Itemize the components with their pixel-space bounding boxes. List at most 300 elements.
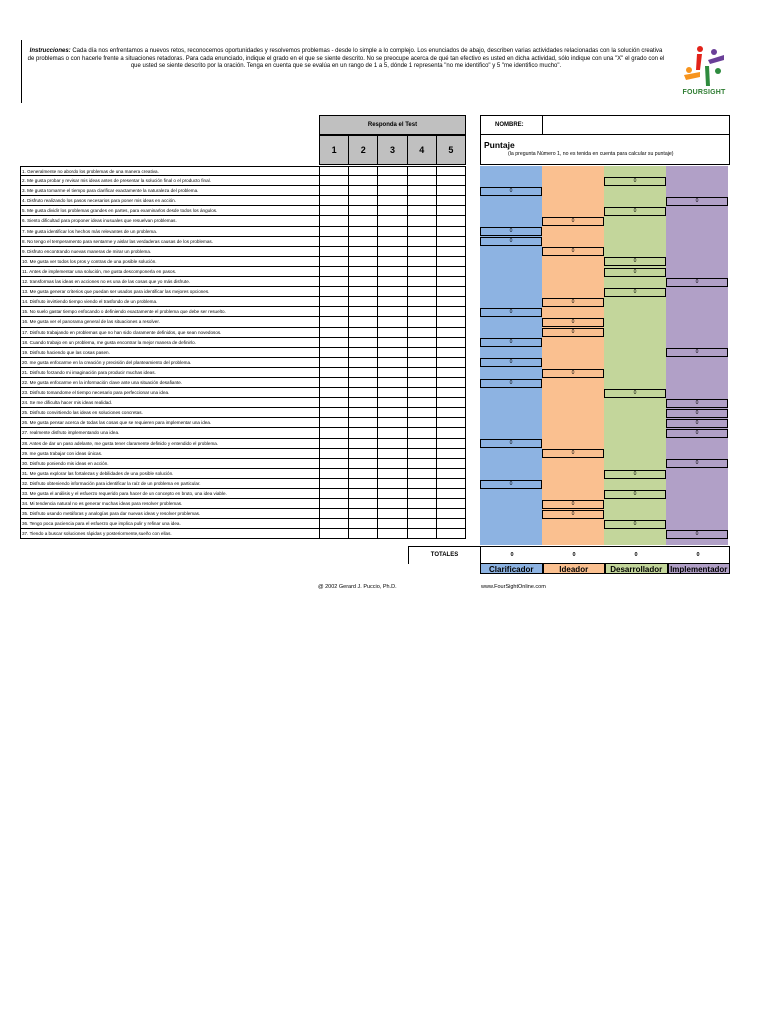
score-cell: 0: [480, 308, 542, 317]
score-cell: 0: [542, 449, 604, 458]
rating-cell[interactable]: [377, 499, 406, 509]
rating-row: [319, 499, 466, 509]
statement-row: 19. Disfruto haciendo que las cosas pasen.: [20, 348, 319, 358]
statement-row: 2. Me gusta probar y revisar mis ideas antes de presentar la solución final o el producto final.: [20, 176, 319, 186]
score-cell: 0: [604, 470, 666, 479]
score-cell: 0: [604, 257, 666, 266]
statement-row: 14. Disfruto invirtiendo tiempo viendo el trasfondo de un problema.: [20, 297, 319, 307]
score-cell: 0: [542, 369, 604, 378]
score-cell: 0: [604, 288, 666, 297]
rating-cell[interactable]: [407, 216, 436, 226]
rating-row: [319, 227, 466, 237]
rating-cell[interactable]: [348, 196, 377, 206]
rating-row: [319, 519, 466, 529]
rating-cell[interactable]: [436, 449, 466, 459]
rating-cell[interactable]: [407, 206, 436, 216]
rating-cell[interactable]: [436, 206, 466, 216]
rating-cell[interactable]: [319, 287, 348, 297]
rating-cell[interactable]: [348, 257, 377, 267]
rating-cell[interactable]: [348, 529, 377, 539]
rating-cell[interactable]: [377, 428, 406, 438]
rating-cell[interactable]: [348, 428, 377, 438]
rating-cell[interactable]: [377, 186, 406, 196]
statement-row: 35. Disfruto usando metáforas y analogías para dar nuevas ideas y resolver problemas.: [20, 509, 319, 519]
rating-cell[interactable]: [436, 297, 466, 307]
rating-cell[interactable]: [436, 348, 466, 358]
rating-cell[interactable]: [377, 206, 406, 216]
logo-wordmark: [678, 89, 730, 96]
rating-cell[interactable]: [348, 297, 377, 307]
totals-row: [480, 546, 730, 564]
rating-row: [319, 328, 466, 338]
statement-row: 31. Me gusta explorar las fortalezas y debilidades de una posible solución.: [20, 469, 319, 479]
rating-cell[interactable]: [319, 509, 348, 519]
score-cell: 0: [666, 348, 728, 357]
statement-row: 30. Disfruto poniendo mis ideas en acción.: [20, 459, 319, 469]
rating-cell[interactable]: [407, 509, 436, 519]
rating-cell[interactable]: [319, 166, 348, 176]
rating-cell[interactable]: [348, 166, 377, 176]
rating-header: Responda el Test: [319, 115, 466, 135]
score-cell: 0: [604, 177, 666, 186]
rating-cell[interactable]: [407, 166, 436, 176]
rating-cell[interactable]: [436, 418, 466, 428]
rating-row: [319, 439, 466, 449]
rating-row: [319, 338, 466, 348]
rating-cell[interactable]: [377, 297, 406, 307]
rating-cell[interactable]: [319, 348, 348, 358]
rating-cell[interactable]: [319, 216, 348, 226]
score-cell: 0: [542, 500, 604, 509]
rating-cell[interactable]: [436, 227, 466, 237]
rating-row: [319, 307, 466, 317]
rating-cell[interactable]: [348, 307, 377, 317]
rating-cell[interactable]: [348, 469, 377, 479]
rating-cell[interactable]: [377, 348, 406, 358]
rating-cell[interactable]: [377, 418, 406, 428]
rating-cell[interactable]: [407, 459, 436, 469]
rating-cell[interactable]: [348, 378, 377, 388]
rating-scale: [319, 135, 466, 165]
rating-cell[interactable]: [436, 247, 466, 257]
rating-cell[interactable]: [348, 398, 377, 408]
rating-cell[interactable]: [319, 227, 348, 237]
rating-cell[interactable]: [407, 196, 436, 206]
rating-cell[interactable]: [377, 196, 406, 206]
rating-cell[interactable]: [407, 428, 436, 438]
rating-cell[interactable]: [377, 166, 406, 176]
statement-row: 33. Me gusta el análisis y el esfuerzo requerido para hacer de un concepto en bruto, una idea viable.: [20, 489, 319, 499]
statement-row: 13. Me gusta generar criterios que puedan ser usados para identificar las mejores opciones.: [20, 287, 319, 297]
score-cell: 0: [542, 298, 604, 307]
label-implementador: Implementador: [668, 563, 731, 574]
rating-cell[interactable]: [319, 499, 348, 509]
rating-cell[interactable]: [348, 206, 377, 216]
total-ideador: 0: [572, 552, 576, 558]
score-cell: 0: [666, 530, 728, 539]
logo-text: FOURSIGHT: [682, 89, 726, 96]
rating-row: [319, 408, 466, 418]
rating-grid: [319, 166, 466, 539]
rating-cell[interactable]: [377, 408, 406, 418]
scale-2: 2: [348, 136, 377, 164]
rating-cell[interactable]: [319, 176, 348, 186]
rating-cell[interactable]: [319, 328, 348, 338]
score-cell: 0: [666, 399, 728, 408]
rating-cell[interactable]: [407, 297, 436, 307]
rating-cell[interactable]: [436, 176, 466, 186]
rating-row: [319, 428, 466, 438]
rating-cell[interactable]: [407, 328, 436, 338]
rating-cell[interactable]: [407, 529, 436, 539]
rating-row: [319, 529, 466, 539]
profile-labels: [480, 563, 730, 574]
score-cell: 0: [480, 379, 542, 388]
rating-cell[interactable]: [407, 398, 436, 408]
rating-cell[interactable]: [436, 277, 466, 287]
total-clarificador: 0: [510, 552, 514, 558]
label-ideador: Ideador: [543, 563, 606, 574]
rating-cell[interactable]: [436, 459, 466, 469]
rating-cell[interactable]: [348, 317, 377, 327]
score-cell: 0: [480, 358, 542, 367]
statement-row: 12. transformas las ideas en acciones no es una de las cosas que yo más disfrute.: [20, 277, 319, 287]
rating-cell[interactable]: [319, 378, 348, 388]
rating-cell[interactable]: [348, 237, 377, 247]
rating-cell[interactable]: [348, 328, 377, 338]
rating-cell[interactable]: [319, 317, 348, 327]
rating-cell[interactable]: [377, 317, 406, 327]
rating-cell[interactable]: [407, 489, 436, 499]
rating-cell[interactable]: [436, 378, 466, 388]
statement-row: 15. No suelo gastar tiempo enfocando o definiendo exactamente el problema que debe ser resuelto.: [20, 307, 319, 317]
score-cell: 0: [666, 429, 728, 438]
rating-cell[interactable]: [436, 257, 466, 267]
rating-cell[interactable]: [436, 287, 466, 297]
rating-cell[interactable]: [436, 529, 466, 539]
rating-cell[interactable]: [348, 186, 377, 196]
rating-cell[interactable]: [319, 479, 348, 489]
rating-cell[interactable]: [377, 519, 406, 529]
rating-cell[interactable]: [377, 469, 406, 479]
statement-row: 28. Antes de dar un paso adelante, me gusta tener claramente definido y entendido el problema.: [20, 439, 319, 449]
rating-cell[interactable]: [377, 489, 406, 499]
rating-cell[interactable]: [407, 358, 436, 368]
score-title: Puntaje: [484, 140, 515, 150]
rating-cell[interactable]: [407, 449, 436, 459]
rating-cell[interactable]: [377, 368, 406, 378]
rating-cell[interactable]: [436, 196, 466, 206]
rating-cell[interactable]: [407, 348, 436, 358]
name-field[interactable]: [543, 116, 729, 134]
rating-cell[interactable]: [436, 428, 466, 438]
rating-cell[interactable]: [407, 307, 436, 317]
rating-row: [319, 358, 466, 368]
rating-cell[interactable]: [436, 338, 466, 348]
label-desarrollador: Desarrollador: [605, 563, 668, 574]
rating-cell[interactable]: [436, 408, 466, 418]
score-cell: 0: [542, 217, 604, 226]
rating-cell[interactable]: [377, 287, 406, 297]
margin-rule: [21, 40, 22, 103]
rating-cell[interactable]: [348, 519, 377, 529]
rating-cell[interactable]: [319, 418, 348, 428]
rating-cell[interactable]: [348, 216, 377, 226]
instructions-lead: Instrucciones:: [29, 48, 71, 54]
statement-row: 4. Disfruto realizando los pasos necesarios para poner mis ideas en acción.: [20, 196, 319, 206]
statement-row: 29. me gusta trabajar con ideas únicas.: [20, 449, 319, 459]
statement-row: 11. Antes de implementar una solución, me gusta descomponerla en pasos.: [20, 267, 319, 277]
rating-cell[interactable]: [377, 338, 406, 348]
rating-cell[interactable]: [319, 237, 348, 247]
statement-row: 18. Cuando trabajo en un problema, me gusta encontrar la mejor manera de definirlo.: [20, 338, 319, 348]
rating-cell[interactable]: [377, 237, 406, 247]
rating-cell[interactable]: [377, 439, 406, 449]
rating-cell[interactable]: [436, 489, 466, 499]
rating-cell[interactable]: [348, 358, 377, 368]
rating-cell[interactable]: [348, 247, 377, 257]
rating-cell[interactable]: [348, 227, 377, 237]
rating-cell[interactable]: [348, 449, 377, 459]
rating-cell[interactable]: [377, 509, 406, 519]
rating-row: [319, 297, 466, 307]
rating-cell[interactable]: [436, 519, 466, 529]
rating-cell[interactable]: [407, 439, 436, 449]
rating-cell[interactable]: [348, 439, 377, 449]
rating-cell[interactable]: [407, 227, 436, 237]
rating-row: [319, 368, 466, 378]
rating-cell[interactable]: [377, 277, 406, 287]
rating-cell[interactable]: [348, 176, 377, 186]
rating-cell[interactable]: [436, 307, 466, 317]
scale-1: 1: [331, 145, 337, 155]
rating-cell[interactable]: [348, 267, 377, 277]
rating-cell[interactable]: [436, 186, 466, 196]
score-cell: 0: [604, 490, 666, 499]
rating-cell[interactable]: [377, 479, 406, 489]
rating-cell[interactable]: [319, 398, 348, 408]
rating-cell[interactable]: [319, 519, 348, 529]
score-note: (la pregunta Número 1, no es tenida en cuenta para calcular su puntaje): [508, 151, 674, 157]
rating-cell[interactable]: [407, 287, 436, 297]
rating-cell[interactable]: [377, 378, 406, 388]
statement-row: 16. Me gusta ver el panorama general de las situaciones a resolver.: [20, 317, 319, 327]
rating-cell[interactable]: [319, 529, 348, 539]
rating-cell[interactable]: [319, 257, 348, 267]
statement-row: 25. Disfruto convirtiendo las ideas en soluciones concretas.: [20, 408, 319, 418]
rating-cell[interactable]: [377, 328, 406, 338]
rating-cell[interactable]: [407, 408, 436, 418]
rating-row: [319, 216, 466, 226]
rating-cell[interactable]: [348, 277, 377, 287]
statement-row: 20. me gusta enfocarme en la creación y precisión del planteamiento del problema.: [20, 358, 319, 368]
instructions-text: Cada día nos enfrentamos a nuevos retos, reconocemos oportunidades y resolvemos problemas - desde lo simple a lo complejo. Los enunciados de abajo, describen varias actividades relacionadas con la solución creativa de problemas o con hacerle frente a situaciones retadoras. Para cada enunciado, indique el grado en el que se siente descrito. No se preocupe acerca de qué tan efectivo es usted en dicha actividad, sólo indique con una "X" el grado con el que usted se siente descrito por la oración. Tenga en cuenta que se evalúa en un rango de 1 a 5, dónde 1 representa "no me identifico" y 5 "me identifico mucho".: [27, 48, 665, 70]
rating-cell[interactable]: [319, 338, 348, 348]
rating-cell[interactable]: [407, 277, 436, 287]
footer-url: www.FourSightOnline.com: [481, 584, 546, 590]
rating-cell[interactable]: [407, 378, 436, 388]
rating-cell[interactable]: [436, 358, 466, 368]
score-cell: 0: [480, 439, 542, 448]
rating-cell[interactable]: [377, 529, 406, 539]
desarrollador-column: [604, 166, 666, 545]
statement-row: 9. Disfruto encontrando nuevas maneras de mirar un problema.: [20, 247, 319, 257]
score-cell: 0: [604, 268, 666, 277]
rating-cell[interactable]: [377, 216, 406, 226]
rating-cell[interactable]: [436, 479, 466, 489]
rating-cell[interactable]: [377, 449, 406, 459]
rating-cell[interactable]: [377, 247, 406, 257]
copyright: @ 2002 Gerard J. Puccio, Ph.D.: [318, 584, 397, 590]
statement-row: 27. realmente disfruto implementando una idea.: [20, 428, 319, 438]
score-cell: 0: [542, 510, 604, 519]
rating-cell[interactable]: [319, 388, 348, 398]
rating-cell[interactable]: [319, 277, 348, 287]
rating-cell[interactable]: [407, 338, 436, 348]
rating-cell[interactable]: [377, 388, 406, 398]
rating-cell[interactable]: [377, 267, 406, 277]
rating-row: [319, 317, 466, 327]
score-cell: 0: [666, 278, 728, 287]
rating-cell[interactable]: [319, 358, 348, 368]
rating-row: [319, 479, 466, 489]
rating-cell[interactable]: [319, 439, 348, 449]
rating-cell[interactable]: [319, 206, 348, 216]
rating-cell[interactable]: [436, 237, 466, 247]
rating-row: [319, 277, 466, 287]
rating-cell[interactable]: [319, 489, 348, 499]
rating-row: [319, 196, 466, 206]
rating-cell[interactable]: [348, 287, 377, 297]
score-cell: 0: [666, 459, 728, 468]
score-cell: 0: [542, 247, 604, 256]
rating-cell[interactable]: [377, 307, 406, 317]
score-cell: 0: [480, 187, 542, 196]
rating-cell[interactable]: [436, 469, 466, 479]
rating-cell[interactable]: [436, 439, 466, 449]
rating-row: [319, 459, 466, 469]
rating-cell[interactable]: [407, 388, 436, 398]
rating-cell[interactable]: [319, 267, 348, 277]
rating-cell[interactable]: [377, 257, 406, 267]
rating-cell[interactable]: [407, 247, 436, 257]
score-cell: 0: [480, 227, 542, 236]
rating-row: [319, 267, 466, 277]
rating-cell[interactable]: [436, 388, 466, 398]
statement-row: 26. Me gusta pensar acerca de todas las cosas que se requieren para implementar una idea.: [20, 418, 319, 428]
statement-row: 7. Me gusta identificar los hechos más relevantes de un problema.: [20, 227, 319, 237]
total-desarrollador: 0: [634, 552, 638, 558]
rating-cell[interactable]: [407, 186, 436, 196]
rating-cell[interactable]: [407, 257, 436, 267]
statement-row: 1. Generalmente no abordo los problemas de una manera creativa.: [20, 166, 319, 176]
rating-cell[interactable]: [407, 176, 436, 186]
rating-cell[interactable]: [407, 317, 436, 327]
rating-cell[interactable]: [436, 328, 466, 338]
rating-cell[interactable]: [319, 307, 348, 317]
rating-cell[interactable]: [407, 479, 436, 489]
scale-4: 4: [407, 136, 436, 164]
rating-cell[interactable]: [319, 469, 348, 479]
rating-cell[interactable]: [348, 368, 377, 378]
name-box: [480, 115, 730, 135]
rating-cell[interactable]: [348, 388, 377, 398]
statement-row: 34. Mi tendencia natural no es generar muchas ideas para resolver problemas.: [20, 499, 319, 509]
rating-cell[interactable]: [436, 216, 466, 226]
rating-cell[interactable]: [377, 459, 406, 469]
rating-cell[interactable]: [407, 499, 436, 509]
statement-row: 8. No tengo el temperamento para sentarme y aislar las verdaderas causas de los problemas.: [20, 237, 319, 247]
rating-cell[interactable]: [319, 428, 348, 438]
rating-cell[interactable]: [377, 176, 406, 186]
rating-row: [319, 176, 466, 186]
rating-row: [319, 257, 466, 267]
statement-row: 6. Siento dificultad para proponer ideas inusuales que resuelvan problemas.: [20, 216, 319, 226]
rating-cell[interactable]: [407, 237, 436, 247]
score-cell: 0: [666, 197, 728, 206]
rating-cell[interactable]: [319, 449, 348, 459]
rating-cell[interactable]: [348, 348, 377, 358]
rating-cell[interactable]: [348, 499, 377, 509]
rating-cell[interactable]: [348, 338, 377, 348]
score-cell: 0: [604, 389, 666, 398]
rating-row: [319, 166, 466, 176]
statement-row: 17. Disfruto trabajando en problemas que no han sido claramente definidos, que sean novedosos.: [20, 328, 319, 338]
rating-cell[interactable]: [319, 186, 348, 196]
rating-cell[interactable]: [319, 459, 348, 469]
rating-cell[interactable]: [407, 368, 436, 378]
rating-cell[interactable]: [407, 519, 436, 529]
rating-cell[interactable]: [348, 489, 377, 499]
rating-cell[interactable]: [436, 398, 466, 408]
rating-cell[interactable]: [319, 247, 348, 257]
rating-cell[interactable]: [319, 297, 348, 307]
statement-row: 37. Tiendo a buscar soluciones rápidas y posteriormente,sueño con ellas.: [20, 529, 319, 539]
rating-row: [319, 348, 466, 358]
score-cell: 0: [604, 520, 666, 529]
rating-cell[interactable]: [377, 358, 406, 368]
rating-cell[interactable]: [319, 368, 348, 378]
rating-cell[interactable]: [377, 398, 406, 408]
rating-cell[interactable]: [348, 509, 377, 519]
rating-cell[interactable]: [348, 408, 377, 418]
rating-cell[interactable]: [407, 469, 436, 479]
rating-cell[interactable]: [436, 267, 466, 277]
rating-row: [319, 418, 466, 428]
instructions: [26, 48, 666, 71]
rating-cell[interactable]: [348, 418, 377, 428]
rating-cell[interactable]: [348, 459, 377, 469]
rating-cell[interactable]: [377, 227, 406, 237]
rating-cell[interactable]: [348, 479, 377, 489]
rating-row: [319, 509, 466, 519]
rating-cell[interactable]: [436, 368, 466, 378]
rating-cell[interactable]: [436, 166, 466, 176]
rating-cell[interactable]: [436, 499, 466, 509]
rating-cell[interactable]: [436, 509, 466, 519]
rating-cell[interactable]: [319, 196, 348, 206]
score-cell: 0: [480, 237, 542, 246]
rating-row: [319, 388, 466, 398]
rating-cell[interactable]: [407, 418, 436, 428]
rating-cell[interactable]: [319, 408, 348, 418]
total-implementador: 0: [696, 552, 700, 558]
rating-cell[interactable]: [436, 317, 466, 327]
statement-row: 36. Tengo poca paciencia para el esfuerzo que implica pulir y refinar una idea.: [20, 519, 319, 529]
score-header: [480, 135, 730, 165]
rating-cell[interactable]: [407, 267, 436, 277]
statement-row: 23. Disfruto tomandome el tiempo necesario para perfeccionar una idea.: [20, 388, 319, 398]
